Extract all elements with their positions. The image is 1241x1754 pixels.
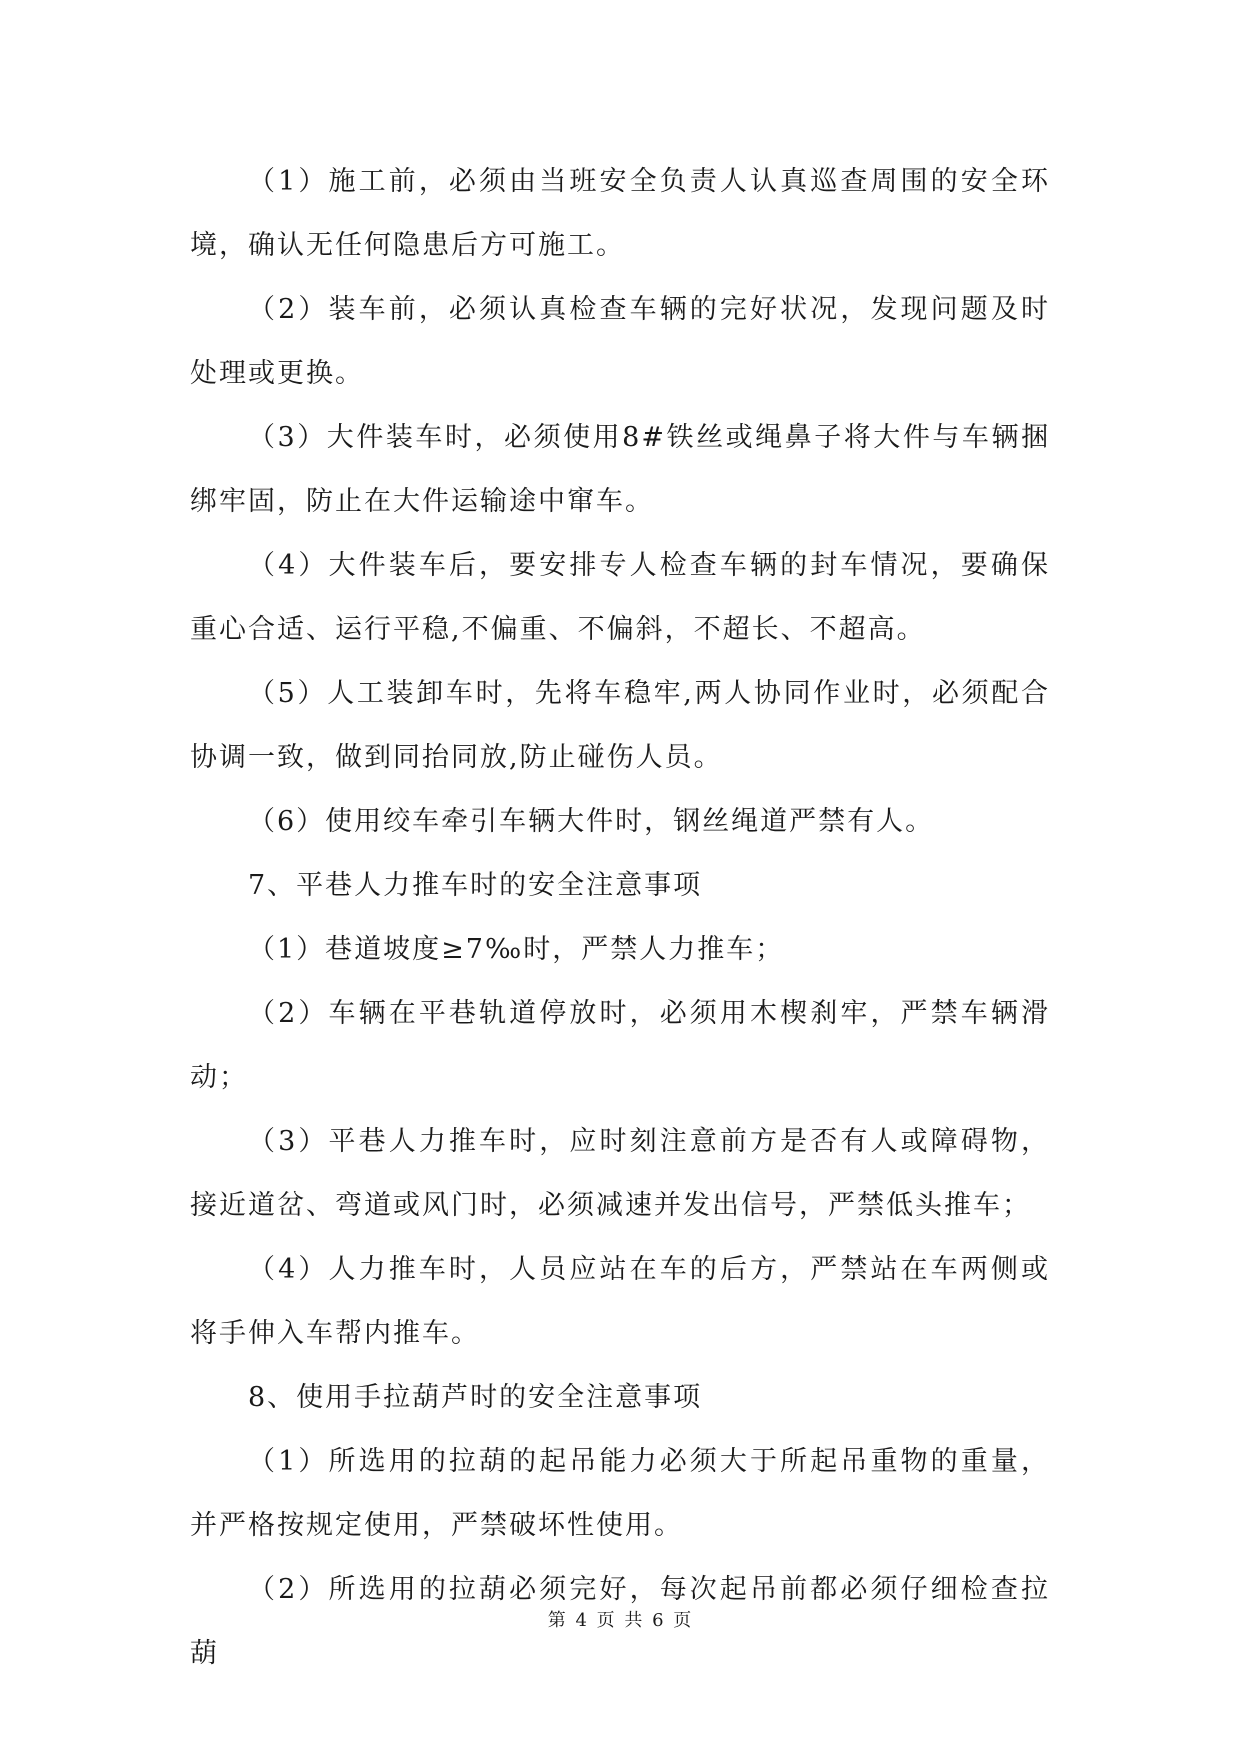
paragraph-7-2: （2）车辆在平巷轨道停放时，必须用木楔刹牢，严禁车辆滑动；	[190, 998, 1050, 1093]
paragraph-3: （3）大件装车时，必须使用8#铁丝或绳鼻子将大件与车辆捆绑牢固，防止在大件运输途中窜车。	[190, 422, 1050, 517]
section-heading-8: 8、使用手拉葫芦时的安全注意事项	[248, 1382, 703, 1413]
section-heading-7: 7、平巷人力推车时的安全注意事项	[248, 870, 703, 901]
paragraph-2: （2）装车前，必须认真检查车辆的完好状况，发现问题及时处理或更换。	[190, 294, 1050, 389]
document-body	[190, 150, 1050, 1686]
page-number-footer: 第 4 页 共 6 页	[547, 1610, 694, 1631]
paragraph-7-1: （1）巷道坡度≥7‰时，严禁人力推车；	[248, 934, 785, 965]
paragraph-8-1: （1）所选用的拉葫的起吊能力必须大于所起吊重物的重量，并严格按规定使用，严禁破坏性使用。	[190, 1446, 1050, 1541]
paragraph-8-2: （2）所选用的拉葫必须完好，每次起吊前都必须仔细检查拉葫	[190, 1574, 1050, 1669]
paragraph-1: （1）施工前，必须由当班安全负责人认真巡查周围的安全环境，确认无任何隐患后方可施工。	[190, 166, 1050, 261]
paragraph-4: （4）大件装车后，要安排专人检查车辆的封车情况，要确保重心合适、运行平稳,不偏重、不偏斜，不超长、不超高。	[190, 550, 1050, 645]
paragraph-7-4: （4）人力推车时，人员应站在车的后方，严禁站在车两侧或将手伸入车帮内推车。	[190, 1254, 1050, 1349]
paragraph-6: （6）使用绞车牵引车辆大件时，钢丝绳道严禁有人。	[248, 806, 935, 837]
paragraph-5: （5）人工装卸车时，先将车稳牢,两人协同作业时，必须配合协调一致，做到同抬同放,防止碰伤人员。	[190, 678, 1050, 773]
paragraph-7-3: （3）平巷人力推车时，应时刻注意前方是否有人或障碍物，接近道岔、弯道或风门时，必须减速并发出信号，严禁低头推车；	[190, 1126, 1050, 1221]
